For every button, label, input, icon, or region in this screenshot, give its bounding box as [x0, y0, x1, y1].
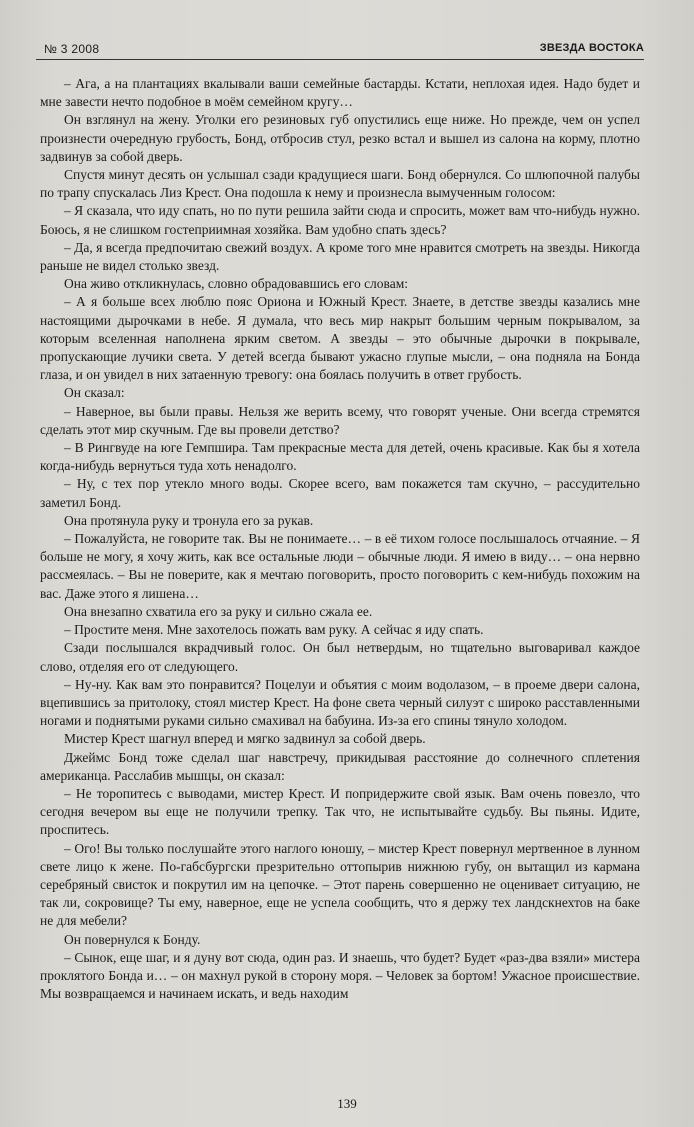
paragraph: – Наверное, вы были правы. Нельзя же верить всему, что говорят ученые. Они всегда стремятся сделать этот мир скучным. Где вы провели детство?: [40, 403, 640, 437]
paragraph: – Пожалуйста, не говорите так. Вы не понимаете… – в её тихом голосе послышалось отчаяние. – Я больше не могу, я хочу жить, как все остальные люди – обычные люди. Я имею в виду… – она нервно рассмеялась. – Вы не поверите, как я мечтаю поговорить, просто поговорить с кем-нибудь похожим на вас. Даже этого я лишена…: [40, 531, 640, 601]
paragraph: Джеймс Бонд тоже сделал шаг навстречу, прикидывая расстояние до солнечного сплетения американца. Расслабив мышцы, он сказал:: [40, 749, 640, 783]
page-number: 139: [337, 1096, 357, 1111]
paragraph: Она живо откликнулась, словно обрадовавшись его словам:: [64, 276, 409, 292]
paragraph: Он взглянул на жену. Уголки его резиновых губ опустились еще ниже. Но прежде, чем он успел произнести очередную грубость, Бонд, отбросив стул, резко встал и вышел из салона на корму, плотно задвинув за собой дверь.: [40, 112, 640, 164]
running-header: [36, 42, 644, 60]
journal-title: ЗВЕЗДА ВОСТОКА: [539, 42, 644, 54]
paragraph: – Сынок, еще шаг, и я дуну вот сюда, один раз. И знаешь, что будет? Будет «раз-два взяли» мистера проклятого Бонда и… – он махнул рукой в сторону моря. – Человек за бортом! Ужасное происшествие. Мы возвращаемся и начинаем искать, и ведь находим: [40, 949, 640, 1002]
header-rule: [36, 59, 644, 60]
paragraph: – Да, я всегда предпочитаю свежий воздух. А кроме того мне нравится смотреть на звезды. Никогда раньше не видел столько звезд.: [40, 239, 640, 274]
paragraph: – Простите меня. Мне захотелось пожать вам руку. А сейчас я иду спать.: [64, 622, 484, 638]
paragraph: – Не торопитесь с выводами, мистер Крест. И попридержите свой язык. Вам очень повезло, что сегодня вечером вы еще не получили трепку. Так что, не испытывайте судьбу. Вы пьяны. Идите, проспитесь.: [40, 785, 640, 838]
paragraph: – Ого! Вы только послушайте этого наглого юношу, – мистер Крест повернул мертвенное в лунном свете лицо к жене. По-габсбургски презрительно оттопырив нижнюю губу, он вытащил из кармана серебряный свисток и покрутил им на цепочке. – Этот парень совершенно не оценивает ситуацию, не так ли, сокровище? Ты ему, наверное, еще не успела сообщить, что я держу тех ландскнехтов на баке не для мебели?: [40, 840, 640, 929]
paragraph: Он повернулся к Бонду.: [64, 931, 201, 947]
paragraph: – Ага, а на плантациях вкалывали ваши семейные бастарды. Кстати, неплохая идея. Надо будет и мне завести нечто подобное в моём семейном кругу…: [40, 76, 640, 110]
paragraph: – Ну-ну. Как вам это понравится? Поцелуи и объятия с моим водолазом, – в проеме двери салона, вцепившись за притолоку, стоял мистер Крест. На фоне света черный силуэт с широко расставленными ногами и поднятыми руками сильно смахивал на бабуина. Из-за его спины тянуло холодом.: [40, 676, 640, 729]
paragraph: Она внезапно схватила его за руку и сильно сжала ее.: [64, 603, 373, 619]
paragraph: Спустя минут десять он услышал сзади крадущиеся шаги. Бонд обернулся. Со шлюпочной палубы по трапу спускалась Лиз Крест. Она подошла к нему и произнесла вымученным голосом:: [40, 167, 640, 201]
paragraph: Он сказал:: [64, 385, 125, 401]
paragraph: Она протянула руку и тронула его за рукав.: [64, 512, 314, 528]
paragraph: – Я сказала, что иду спать, но по пути решила зайти сюда и спросить, может вам что-нибудь нужно. Боюсь, я не слишком гостеприимная хозяйка. Вам удобно спать здесь?: [40, 203, 640, 237]
article-text: [40, 75, 640, 1003]
paragraph: – В Рингвуде на юге Гемпшира. Там прекрасные места для детей, очень красивые. Как бы я хотела когда-нибудь вернуться туда хоть ненадолго.: [40, 440, 640, 474]
paragraph: Сзади послышался вкрадчивый голос. Он был нетвердым, но тщательно выговаривал каждое слово, отделяя его от следующего.: [40, 640, 640, 674]
paragraph: Мистер Крест шагнул вперед и мягко задвинул за собой дверь.: [64, 731, 426, 747]
paragraph: – А я больше всех люблю пояс Ориона и Южный Крест. Знаете, в детстве звезды казались мне настоящими дырочками в небе. Я думала, что весь мир накрыт большим черным покрывалом, за которым вселенная наполнена ярким светом. А звезды – это обычные дырочки в покрывале, пропускающие лучики света. У детей всегда бывают ужасно глупые мысли, – она подняла на Бонда глаза, и он увидел в них затаенную тревогу: она боялась получить в ответ грубость.: [40, 294, 640, 383]
paragraph: – Ну, с тех пор утекло много воды. Скорее всего, вам покажется там скучно, – рассудительно заметил Бонд.: [40, 476, 640, 510]
issue-number: № 3 2008: [44, 42, 100, 56]
